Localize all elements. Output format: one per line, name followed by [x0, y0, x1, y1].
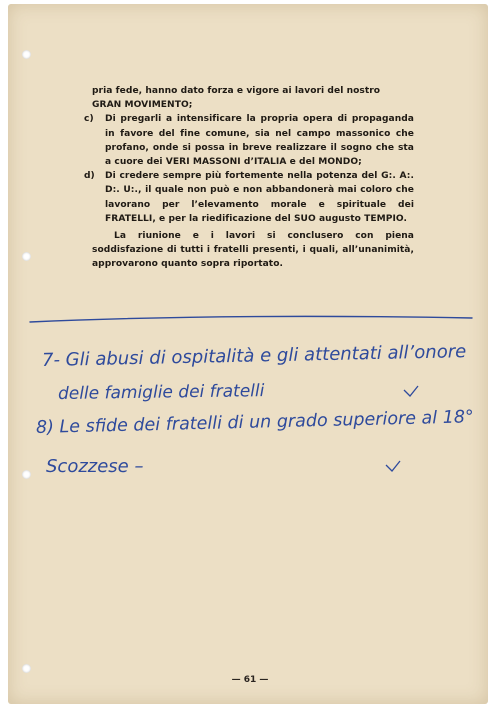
page-number: — 61 — — [231, 675, 269, 685]
handwritten-line-1: 7- Gli abusi di ospitalità e gli attentati all’onore — [41, 341, 467, 371]
tick-mark-icon — [404, 386, 418, 396]
list-marker: d) — [84, 171, 95, 182]
list-item-text: Di pregarli a intensificare la propria opera di propaganda in favore del fine comune, sia nel campo massonico che profano, onde si possa in breve realizzare il sogno che sta a cuore dei VERI MASSONI d’ITALIA e del MONDO; — [105, 114, 414, 168]
tick-mark-icon — [386, 461, 400, 471]
intro-line-emphasis: GRAN MOVIMENTO; — [92, 100, 193, 111]
divider-pen-stroke — [30, 316, 472, 322]
intro-line: pria fede, hanno dato forza e vigore ai lavori del nostro — [92, 86, 381, 96]
closing-paragraph: La riunione e i lavori si conclusero con piena soddisfazione di tutti i fratelli presenti, i quali, all’unanimità, approvarono quanto sopra riportato. — [92, 231, 414, 270]
handwritten-line-3: 8) Le sfide dei fratelli di un grado superiore al 18° — [35, 407, 474, 438]
handwritten-line-2: delle famiglie dei fratelli — [57, 381, 265, 404]
list-marker: c) — [84, 114, 94, 125]
list-item-text: Di credere sempre più fortemente nella potenza del G:. A:. D:. U:., il quale non può e non abbandonerà mai coloro che lavorano per l’elevamento morale e spirituale dei FRATELLI, e per la riedificazione del SUO augusto TEMPIO. — [105, 171, 414, 224]
handwritten-line-4: Scozzese – — [46, 456, 144, 477]
